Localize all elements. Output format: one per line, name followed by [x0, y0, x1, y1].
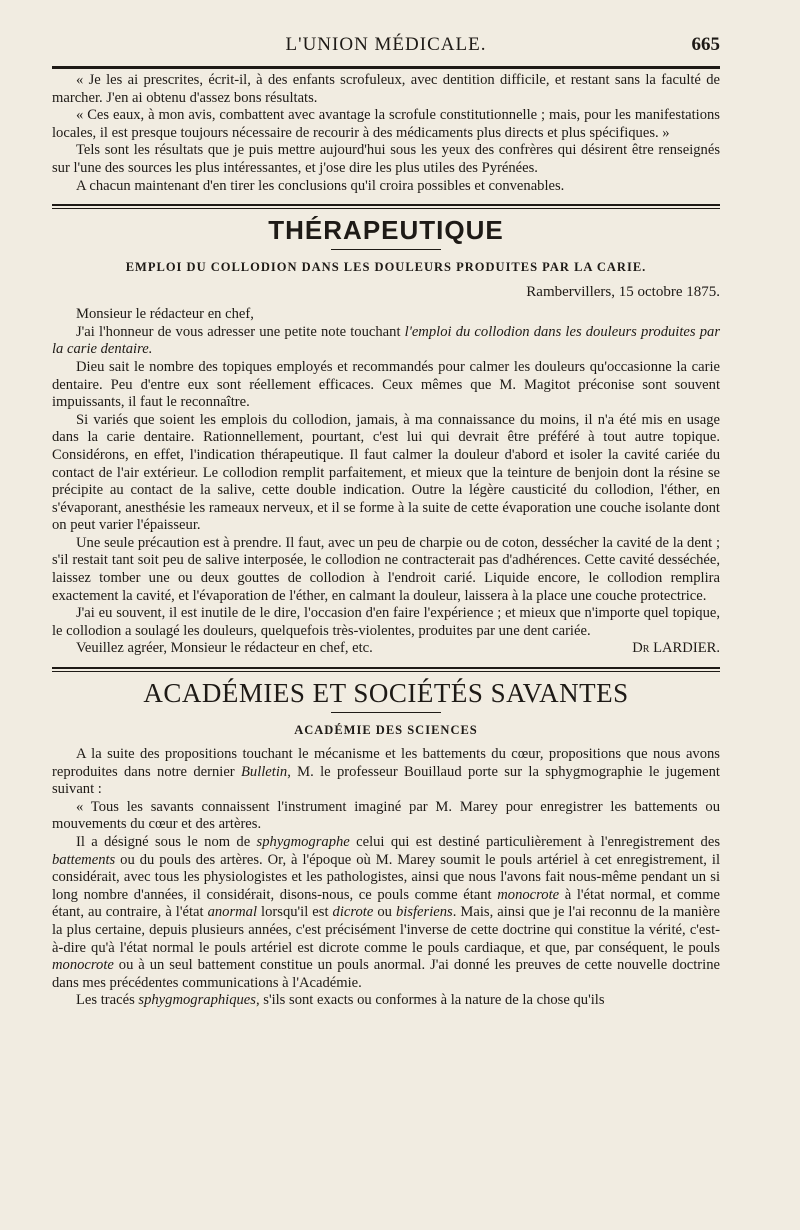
paragraph-text: celui qui est destiné particulièrement à l'enregistrement des	[349, 834, 720, 850]
emphasis-text: sphygmographiques	[138, 992, 256, 1009]
intro-paragraph-3: Tels sont les résultats que je puis mettre aujourd'hui sous les yeux des confrères qui désirent être renseignés sur l'une des sources les plus intéressantes, et j'ose dire les plus utiles des Pyrénées.	[52, 142, 720, 176]
paragraph-text: , M. le professeur Bouillaud porte sur la sphygmographie le jugement suivant :	[52, 763, 720, 798]
paragraph-text: ou	[373, 904, 396, 921]
therapeutique-paragraph-3: Si variés que soient les emplois du collodion, jamais, à ma connaissance du moins, il n'a été mis en usage dans la carie dentaire. Rationnellement, pourtant, c'est lui qui devrait être préféré à tout autre topique. Considérons, en effet, l'indication thérapeutique. Il faut calmer la douleur d'abord et isoler la cavité cariée du contact de l'air extérieur. Le collodion remplit parfaitement, et mieux que la teinture de benjoin dont la résine se précipite au contact de la salive, cette double indication. Outre la légère causticité du collodion, l'éther, en s'évaporant, anesthésie les rameaux nerveux, et il se forme à la suite de cette évaporation une couche isolante dont on peut varier l'épaisseur.	[52, 411, 720, 534]
emphasis-text: l'emploi du collodion dans les douleurs produites par la carie dentaire.	[52, 323, 720, 358]
paragraph-text: lorsqu'il est	[257, 904, 333, 921]
emphasis-text: monocrote	[52, 957, 114, 974]
author-signature: Dr LARDIER.	[632, 640, 720, 657]
academies-paragraph-1	[52, 746, 720, 799]
academies-paragraph-2: « Tous les savants connaissent l'instrument imaginé par M. Marey pour enregistrer les battements ou mouvements du cœur et des artères.	[52, 798, 720, 833]
paragraph-text: A la suite des propositions touchant le mécanisme et les battements du cœur, propositions que nous avons reproduites dans notre dernier	[52, 746, 720, 780]
paragraph-text: à l'état normal, et comme étant, au contraire, à l'état	[52, 886, 720, 921]
emphasis-text: dicrote	[332, 904, 374, 921]
title-rule	[331, 712, 441, 713]
academies-paragraph-4	[52, 992, 720, 1010]
emphasis-text: anormal	[207, 904, 258, 921]
page-content	[52, 72, 720, 1010]
intro-paragraph-1: « Je les ai prescrites, écrit-il, à des enfants scrofuleux, avec dentition difficile, et restant sans la faculté de marcher. J'en ai obtenu d'assez bons résultats.	[52, 72, 720, 106]
academies-title: ACADÉMIES ET SOCIÉTÉS SAVANTES	[143, 678, 629, 709]
academies-paragraph-3	[52, 834, 720, 992]
paragraph-text: J'ai l'honneur de vous adresser une petite note touchant	[76, 323, 405, 340]
emphasis-text: battements	[52, 851, 116, 868]
therapeutique-paragraph-5: J'ai eu souvent, il est inutile de le dire, l'occasion d'en faire l'expérience ; et mieux que n'importe quel topique, le collodion a soulagé les douleurs, quelquefois très-violentes, produites par une dent cariée.	[52, 605, 720, 639]
header-rule	[52, 66, 720, 69]
paragraph-text: ou à un seul battement constitue un pouls anormal. J'ai donné les preuves de cette nouvelle doctrine dans mes précédentes communications à l'Académie.	[52, 957, 720, 991]
therapeutique-title: THÉRAPEUTIQUE	[268, 215, 504, 246]
therapeutique-paragraph-2: Dieu sait le nombre des topiques employés et recommandés pour calmer les douleurs qu'occasionne la carie dentaire. Peu d'entre eux sont réellement efficaces. Ceux mêmes que M. Magitot préconise sont souvent impuissants, il faut le reconnaître.	[52, 358, 720, 411]
section-separator	[52, 667, 720, 672]
salutation: Monsieur le rédacteur en chef,	[76, 306, 254, 323]
academie-subhead: ACADÉMIE DES SCIENCES	[294, 723, 478, 738]
paragraph-text: Les tracés	[76, 992, 139, 1009]
section-separator	[52, 204, 720, 209]
intro-paragraph-4: A chacun maintenant d'en tirer les conclusions qu'il croira possibles et convenables.	[76, 177, 565, 194]
paragraph-text: Il a désigné sous le nom de	[76, 834, 257, 850]
paragraph-text: . Mais, ainsi que je l'ai reconnu de la manière la plus certaine, depuis plusieurs années, c'est précisément l'inverse de cette doctrine qui constitue la vérité, c'est-à-dire qu'à l'état normal le pouls artériel est dicrote comme le pouls cardiaque, et que, par conséquent, le pouls	[52, 904, 720, 956]
journal-title: L'UNION MÉDICALE.	[285, 34, 487, 55]
emphasis-text: bisferiens	[395, 904, 453, 921]
signoff	[52, 640, 720, 658]
emphasis-text: monocrote	[497, 886, 560, 903]
dateline: Rambervillers, 15 octobre 1875.	[526, 284, 720, 301]
paragraph-text: ou du pouls des artères. Or, à l'époque où M. Marey soumit le pouls artériel à cet enregistrement, il considérait, avec tous les physiologistes et les pathologistes, ainsi que nous l'avons fait nous-même pendant un si long nombre d'années, il considérait, disons-nous, ce pouls comme étant	[52, 851, 720, 903]
title-rule	[331, 249, 441, 250]
emphasis-text: Bulletin	[240, 763, 288, 780]
emphasis-text: sphygmographe	[256, 834, 350, 850]
running-head	[52, 34, 720, 64]
closing-formula: Veuillez agréer, Monsieur le rédacteur en chef, etc.	[76, 640, 373, 657]
article-subhead: EMPLOI DU COLLODION DANS LES DOULEURS PRODUITES PAR LA CARIE.	[125, 260, 647, 275]
paragraph-text: , s'ils sont exacts ou conformes à la nature de la chose qu'ils	[255, 992, 605, 1009]
page-number: 665	[691, 34, 720, 55]
therapeutique-paragraph-4: Une seule précaution est à prendre. Il faut, avec un peu de charpie ou de coton, dessécher la cavité de la dent ; s'il restait tant soit peu de salive interposée, le collodion ne contracterait pas d'adhérences. Cette cavité desséchée, laissez tomber une ou deux gouttes de collodion à l'endroit carié. Liquide encore, le collodion remplira exactement la cavité, et l'évaporation de l'éther, en calmant la douleur, laissera à la place une couche protectrice.	[52, 534, 720, 604]
therapeutique-paragraph-1	[52, 324, 720, 359]
intro-paragraph-2: « Ces eaux, à mon avis, combattent avec avantage la scrofule constitutionnelle ; mais, pour les manifestations locales, il est presque toujours nécessaire de recourir à des médicaments plus directs et plus spécifiques. »	[52, 107, 720, 141]
